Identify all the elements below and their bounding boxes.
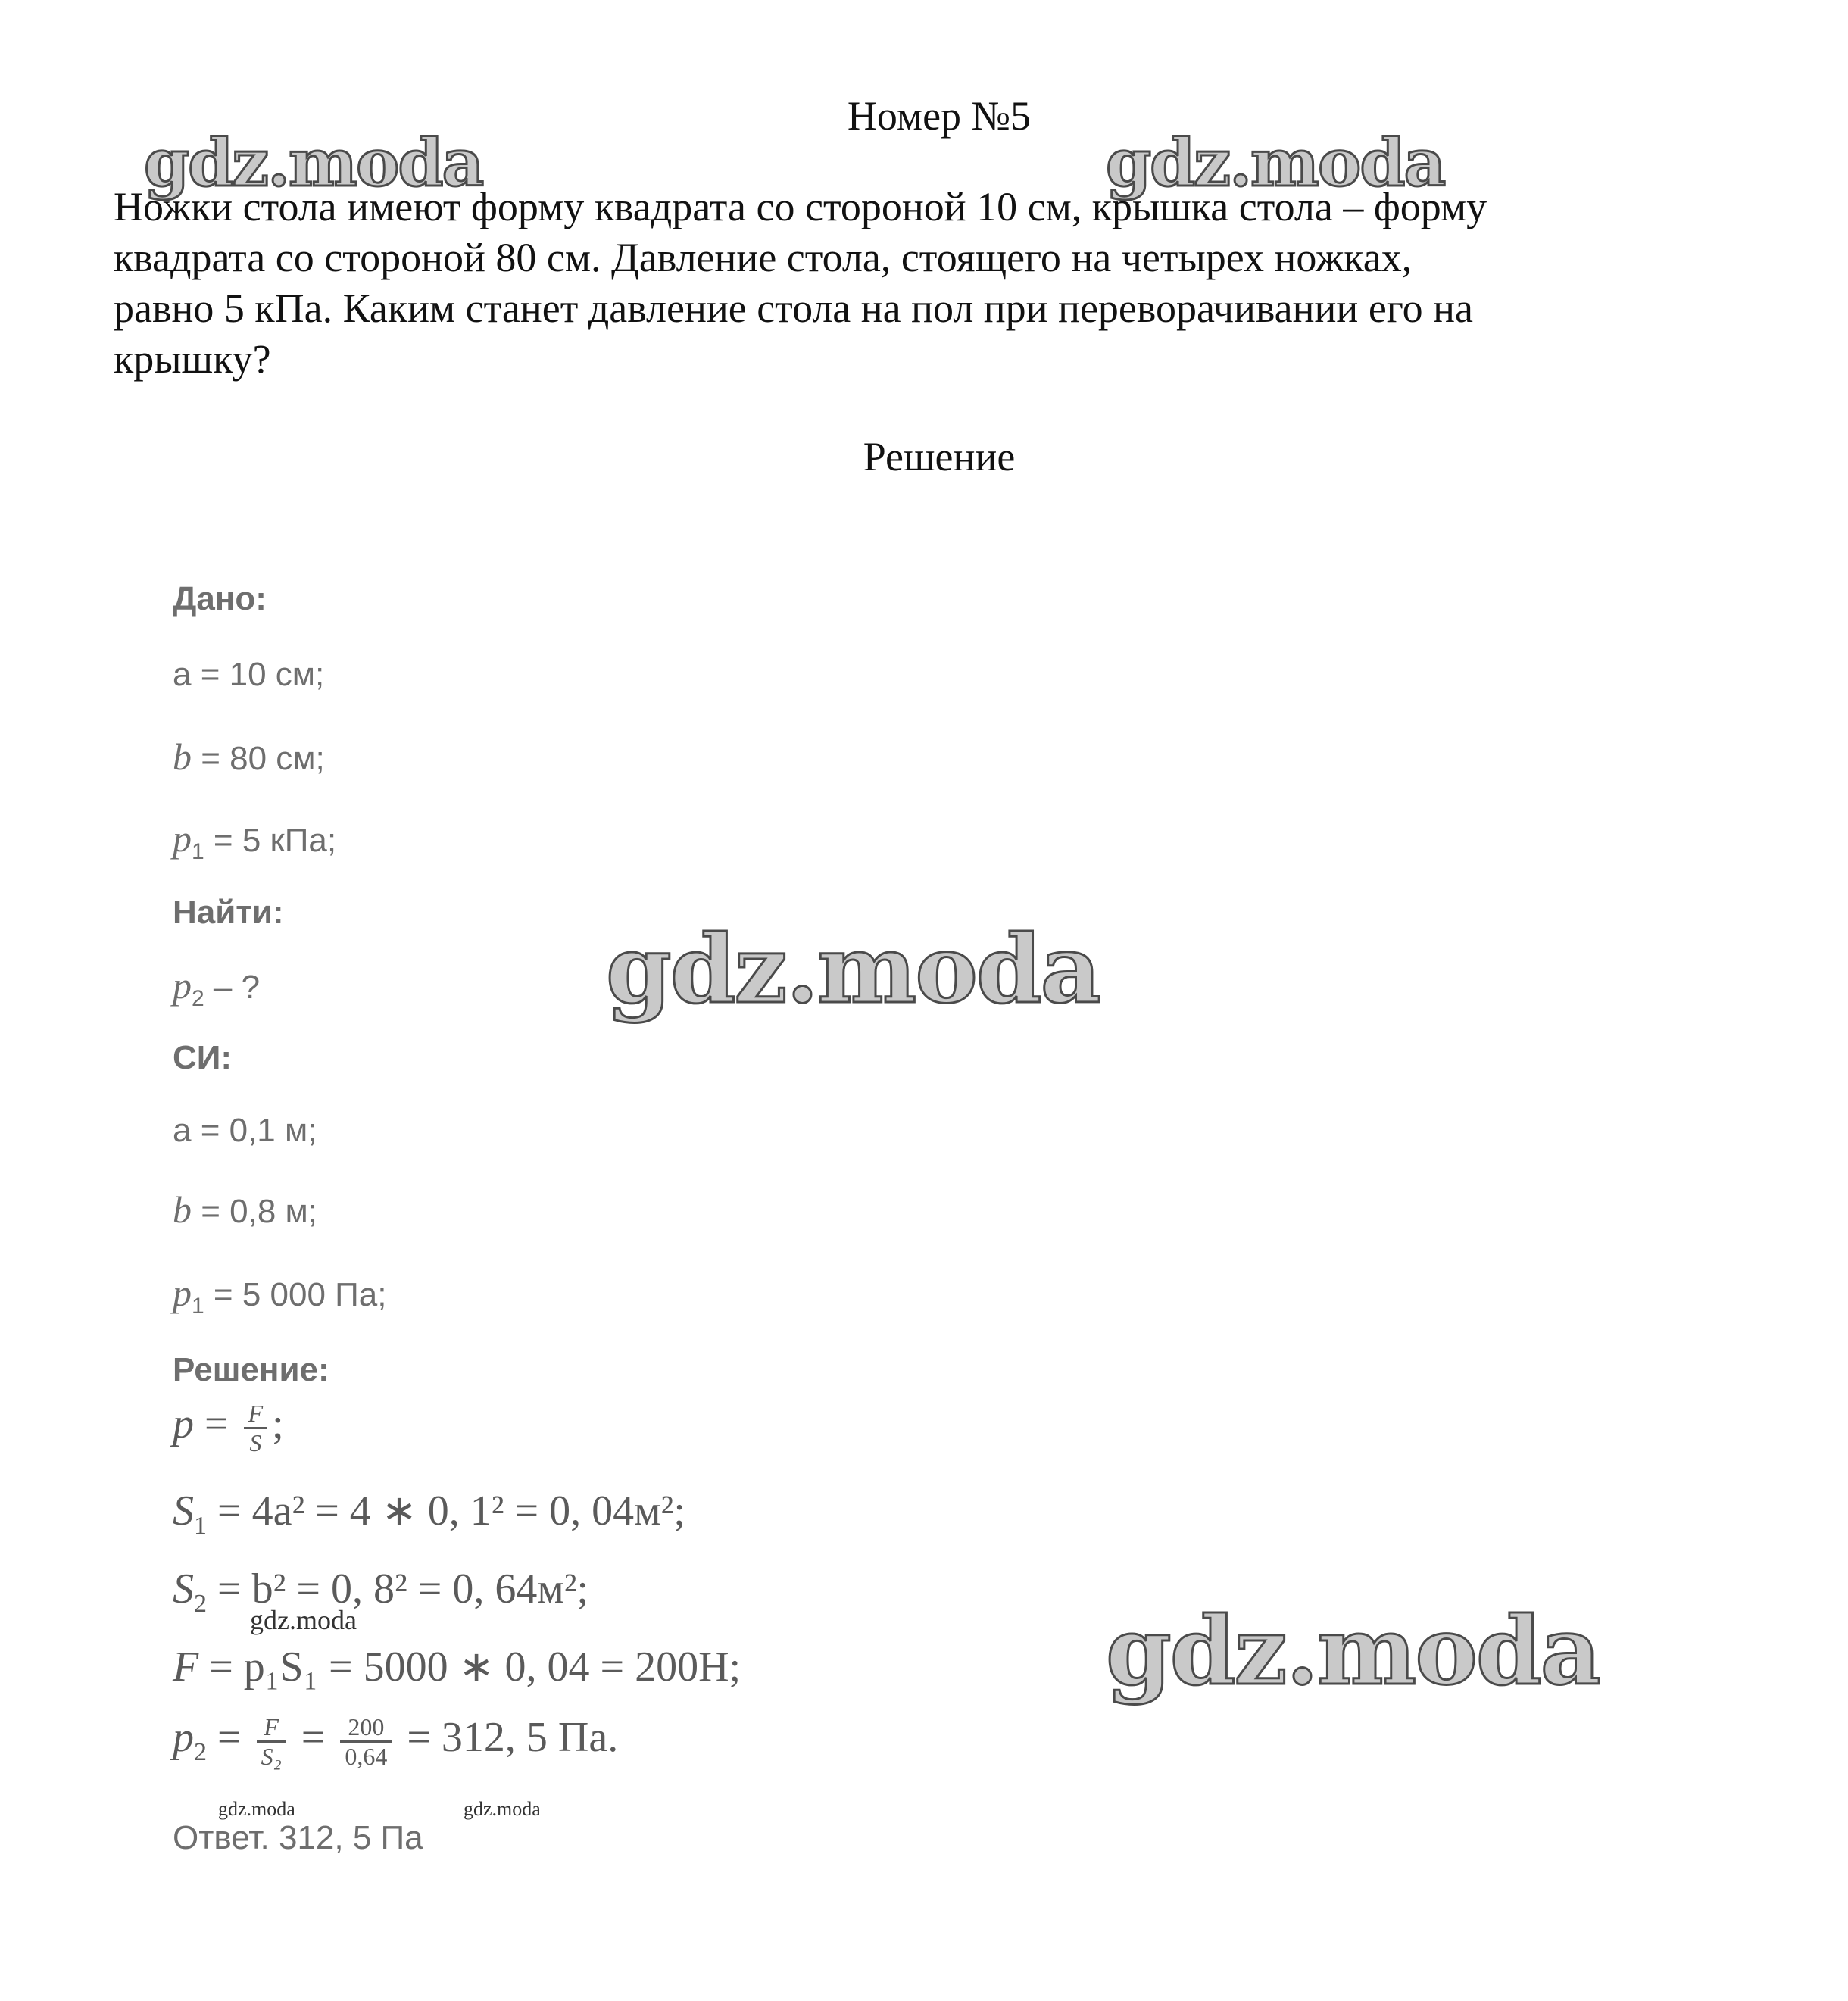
si-a: a = 0,1 м;: [173, 1112, 317, 1149]
problem-line: равно 5 кПа. Каким станет давление стола на пол при переворачивании его на: [114, 286, 1473, 331]
problem-line: Ножки стола имеют форму квадрата со стороной 10 см, крышка стола – форму: [114, 184, 1487, 229]
var-p: p: [173, 1714, 194, 1761]
solution-heading: Решение: [863, 434, 1016, 479]
sub-1: 1: [192, 1293, 204, 1319]
sub-2: 2: [194, 1590, 207, 1619]
denominator: 0,64: [345, 1742, 388, 1770]
numerator: 200: [340, 1715, 392, 1743]
sub-2: 2: [192, 985, 204, 1011]
given-b-value: = 80 см;: [192, 740, 325, 777]
numerator: F: [244, 1401, 268, 1429]
formula-s2-rest: = b² = 0, 8² = 0, 64м²;: [207, 1566, 589, 1612]
fraction-f-over-s: [244, 1401, 268, 1455]
si-label: СИ:: [173, 1039, 233, 1076]
answer: Ответ. 312, 5 Па: [173, 1819, 423, 1856]
given-p1-value: = 5 кПа;: [204, 822, 337, 859]
si-p1: [173, 1271, 386, 1319]
var-p: p: [173, 1272, 192, 1314]
find-label: Найти:: [173, 894, 284, 931]
given-p1: [173, 816, 336, 865]
watermark-small: gdz.moda: [218, 1798, 295, 1820]
watermark-small: gdz.moda: [464, 1798, 541, 1820]
si-p1-value: = 5 000 Па;: [204, 1276, 387, 1313]
si-b-value: = 0,8 м;: [192, 1193, 318, 1230]
given-a: a = 10 см;: [173, 656, 325, 693]
solution-label: Решение:: [173, 1351, 329, 1388]
problem-line: квадрата со стороной 80 см. Давление стола, стоящего на четырех ножках,: [114, 235, 1413, 280]
watermark-center: gdz.moda: [606, 915, 1100, 1025]
formula-s2: [173, 1565, 588, 1619]
var-p: p: [173, 817, 192, 860]
formula-p2-rest: = 312, 5 Па.: [396, 1714, 619, 1761]
watermark-top-right: gdz.moda: [1106, 125, 1445, 201]
formula-force: [173, 1642, 741, 1691]
var-p: p: [173, 964, 192, 1007]
given-label: Дано:: [173, 580, 267, 617]
problem-line: крышку?: [114, 336, 271, 382]
formula-p2: [173, 1713, 618, 1768]
var-b: b: [173, 735, 192, 778]
formula-s1: [173, 1486, 685, 1541]
fraction-200-over-064: [340, 1712, 392, 1770]
denominator: S₂: [261, 1742, 282, 1770]
problem-text: [114, 182, 1742, 385]
var-p: p: [173, 1400, 194, 1447]
var-s: S: [173, 1566, 194, 1612]
sub-2: 2: [194, 1738, 207, 1767]
numerator: F: [257, 1715, 286, 1743]
equals: =: [207, 1714, 252, 1761]
watermark-small: gdz.moda: [250, 1605, 357, 1635]
watermark-top-left: gdz.moda: [144, 125, 483, 201]
sub-1: 1: [192, 838, 204, 864]
formula-s1-rest: = 4a² = 4 ∗ 0, 1² = 0, 04м²;: [207, 1487, 685, 1534]
equals: =: [290, 1714, 336, 1761]
find-p2-value: – ?: [204, 969, 261, 1006]
page-title: Номер №5: [847, 93, 1032, 139]
si-b: [173, 1188, 317, 1232]
formula-pressure: [173, 1400, 284, 1455]
sub-1: 1: [194, 1512, 207, 1541]
watermark-bottom-right: gdz.moda: [1106, 1597, 1600, 1706]
denominator: S: [249, 1428, 262, 1456]
formula-force-rest: = p₁S₁ = 5000 ∗ 0, 04 = 200Н;: [198, 1644, 741, 1690]
var-f: F: [173, 1644, 199, 1690]
equals: =: [194, 1400, 239, 1447]
find-p2: [173, 963, 260, 1012]
var-s: S: [173, 1487, 194, 1534]
given-b: [173, 735, 325, 779]
var-b: b: [173, 1188, 192, 1231]
semicolon: ;: [272, 1400, 284, 1447]
fraction-f-over-s2: [257, 1712, 286, 1770]
